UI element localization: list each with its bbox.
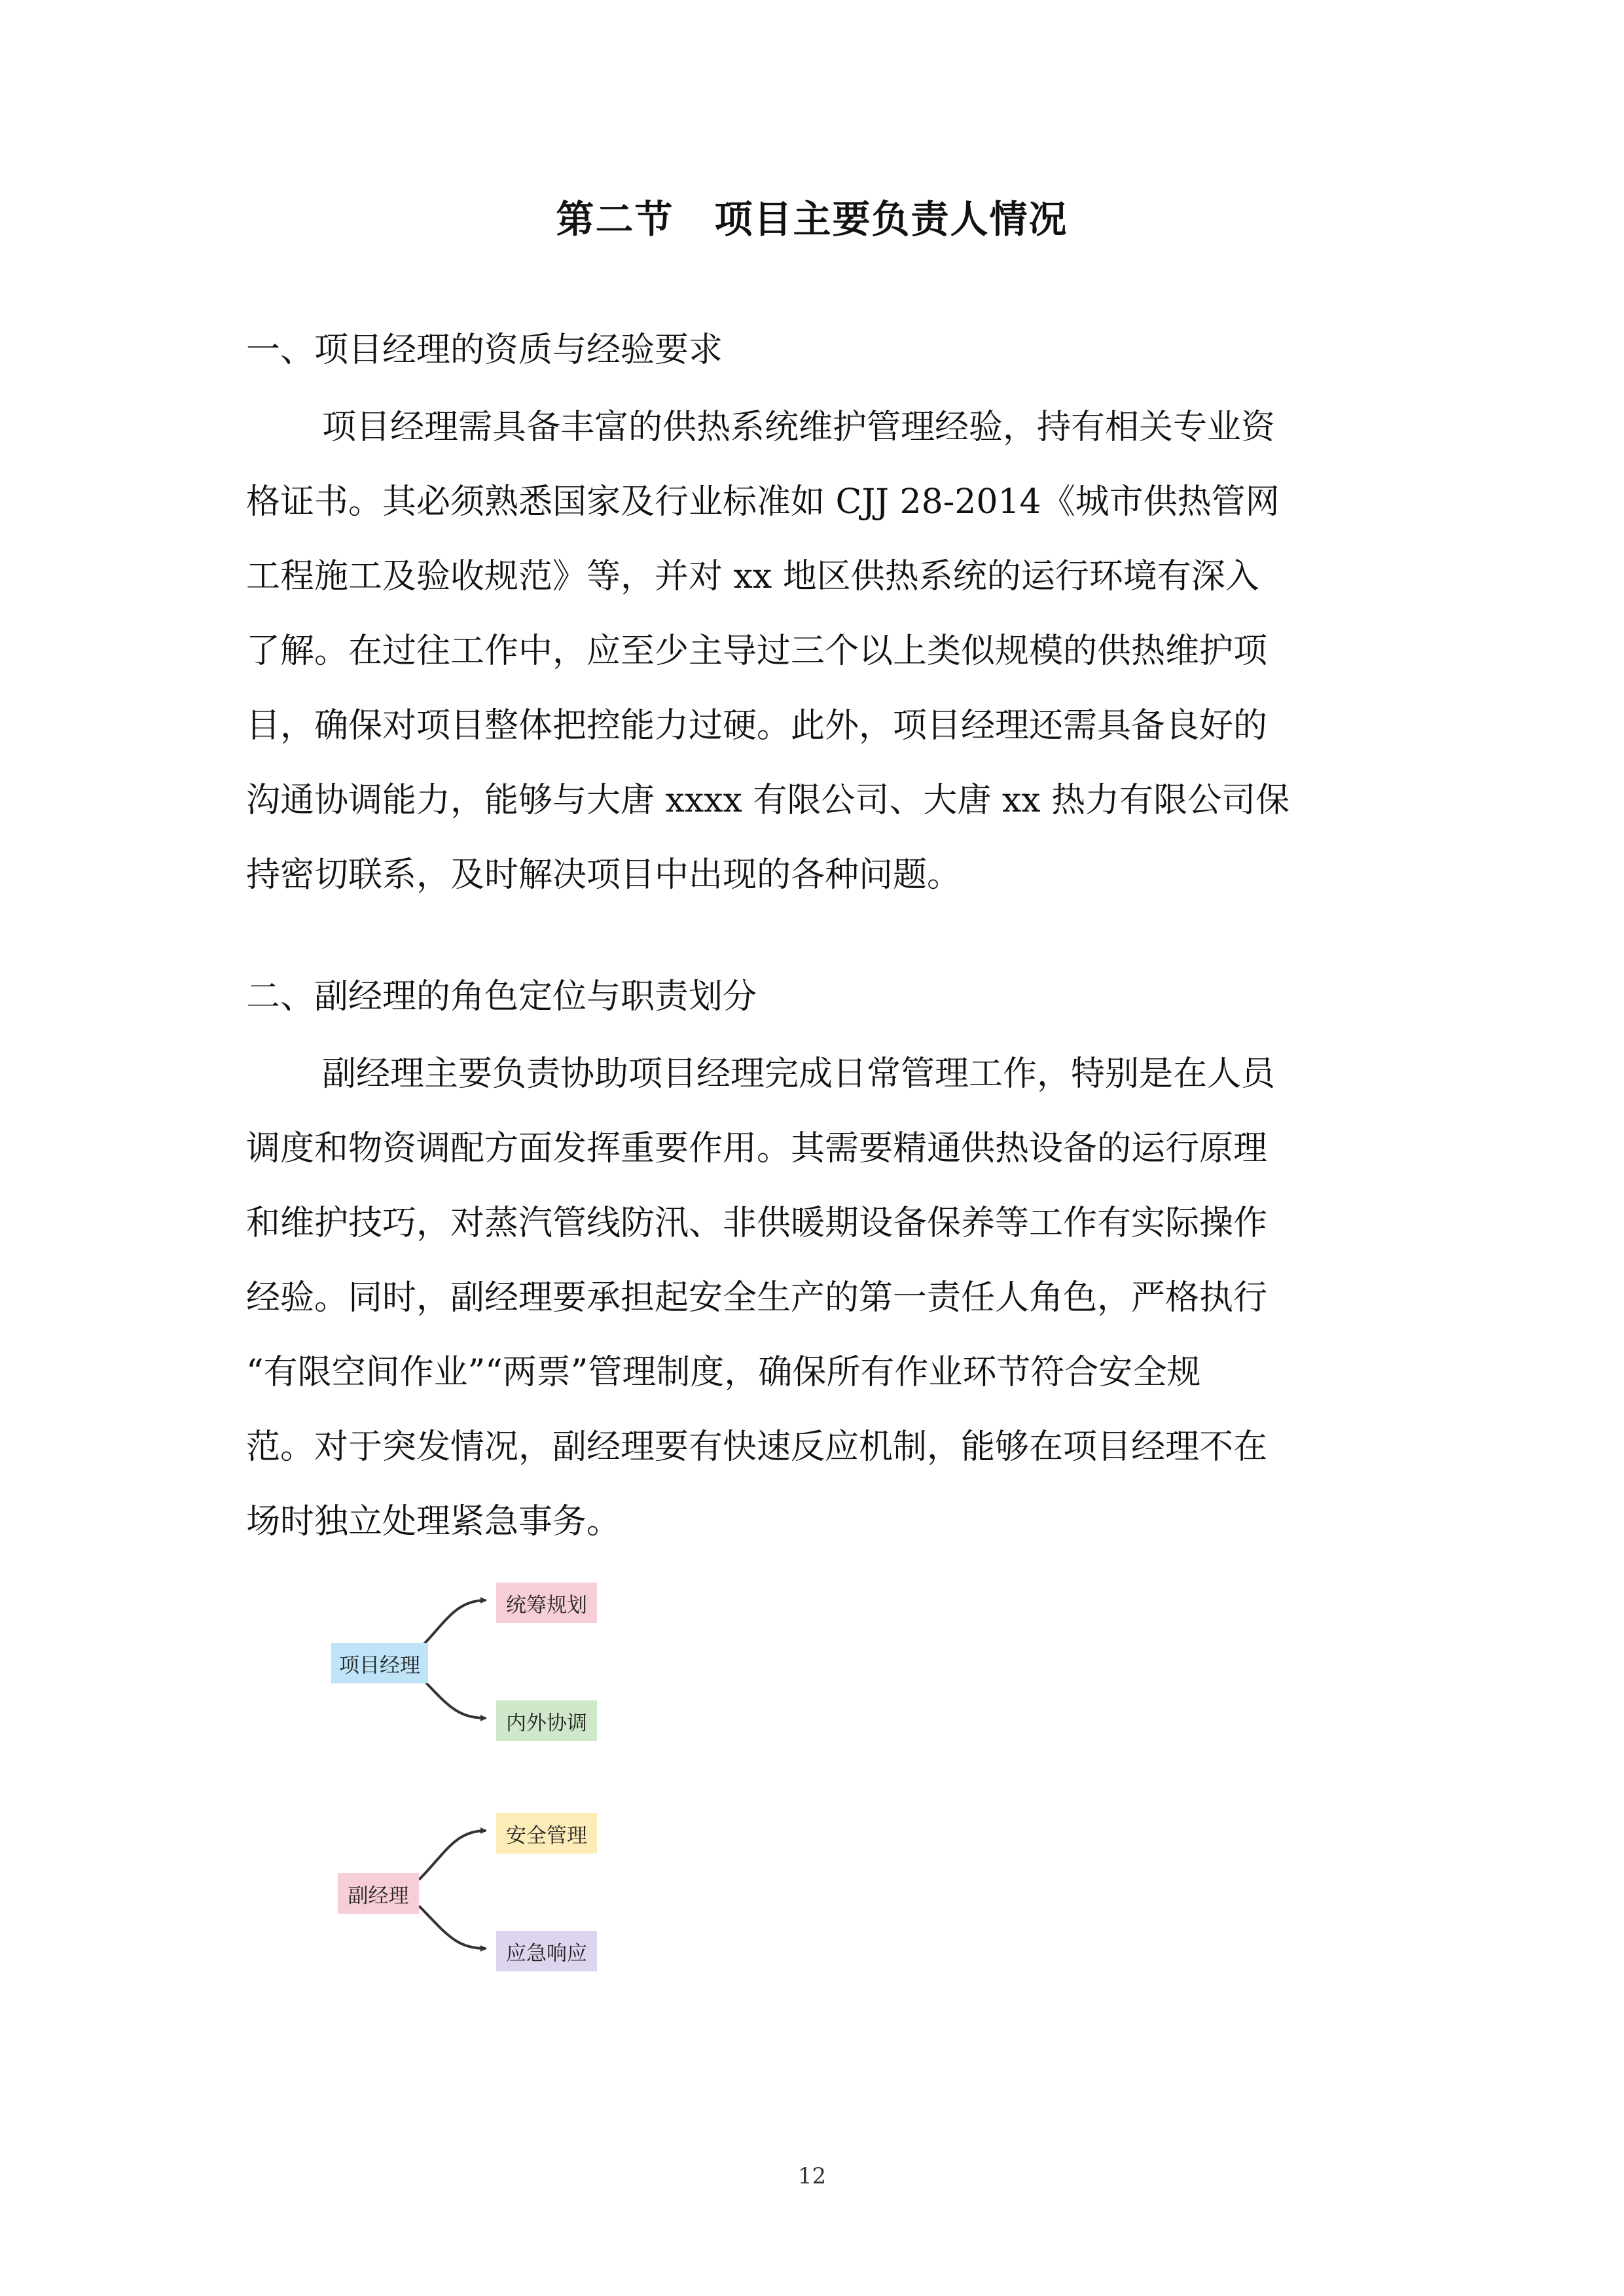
paragraph-line: 格证书。其必须熟悉国家及行业标准如 CJJ 28-2014《城市供热管网 — [246, 482, 1280, 522]
paragraph-line: 场时独立处理紧急事务。 — [246, 1502, 621, 1541]
section-title: 项目主要负责人情况 — [714, 197, 1068, 242]
paragraph-line: 了解。在过往工作中，应至少主导过三个以上类似规模的供热维护项 — [246, 632, 1268, 671]
org-diagram-project-manager — [314, 1577, 615, 1748]
section-paragraph-2 — [246, 1037, 1385, 1559]
org-diagram-deputy-manager — [314, 1808, 615, 1978]
page-title — [0, 193, 1624, 245]
node-label: 安全管理 — [506, 1823, 587, 1848]
node-label: 应急响应 — [506, 1941, 587, 1965]
paragraph-line: 目，确保对项目整体把控能力过硬。此外，项目经理还需具备良好的 — [246, 706, 1268, 745]
diagram-child-node — [496, 1700, 597, 1741]
paragraph-line: “有限空间作业”“两票”管理制度，确保所有作业环节符合安全规 — [246, 1353, 1201, 1392]
connector-arrow — [419, 1676, 486, 1718]
diagram-child-node — [496, 1931, 597, 1971]
section-number: 第二节 — [556, 197, 674, 242]
paragraph-line: 调度和物资调配方面发挥重要作用。其需要精通供热设备的运行原理 — [246, 1129, 1268, 1168]
node-label: 项目经理 — [339, 1653, 420, 1677]
section-heading-2: 二、副经理的角色定位与职责划分 — [246, 977, 757, 1016]
paragraph-line: 工程施工及验收规范》等，并对 xx 地区供热系统的运行环境有深入 — [246, 557, 1259, 596]
section-paragraph-1 — [246, 390, 1385, 912]
diagram-child-node — [496, 1813, 597, 1854]
paragraph-line: 范。对于突发情况，副经理要有快速反应机制，能够在项目经理不在 — [246, 1427, 1268, 1467]
paragraph-line: 沟通协调能力，能够与大唐 xxxx 有限公司、大唐 xx 热力有限公司保 — [246, 781, 1290, 820]
paragraph-line: 和维护技巧，对蒸汽管线防汛、非供暖期设备保养等工作有实际操作 — [246, 1204, 1268, 1243]
diagram-root-node — [338, 1873, 419, 1914]
page-number: 12 — [797, 2163, 827, 2189]
diagram-root-node — [331, 1643, 428, 1683]
connector-arrow — [419, 1600, 486, 1649]
node-label: 副经理 — [348, 1884, 409, 1908]
node-label: 内外协调 — [506, 1711, 587, 1735]
diagram-child-node — [496, 1583, 597, 1623]
paragraph-line: 副经理主要负责协助项目经理完成日常管理工作，特别是在人员 — [322, 1054, 1276, 1094]
node-label: 统筹规划 — [506, 1593, 587, 1617]
paragraph-line: 经验。同时，副经理要承担起安全生产的第一责任人角色，严格执行 — [246, 1278, 1268, 1318]
section-heading-1: 一、项目经理的资质与经验要求 — [246, 331, 723, 370]
paragraph-line: 持密切联系，及时解决项目中出现的各种问题。 — [246, 855, 962, 895]
paragraph-line: 项目经理需具备丰富的供热系统维护管理经验，持有相关专业资 — [322, 408, 1276, 447]
connector-arrow — [419, 1906, 486, 1948]
connector-arrow — [419, 1831, 486, 1880]
